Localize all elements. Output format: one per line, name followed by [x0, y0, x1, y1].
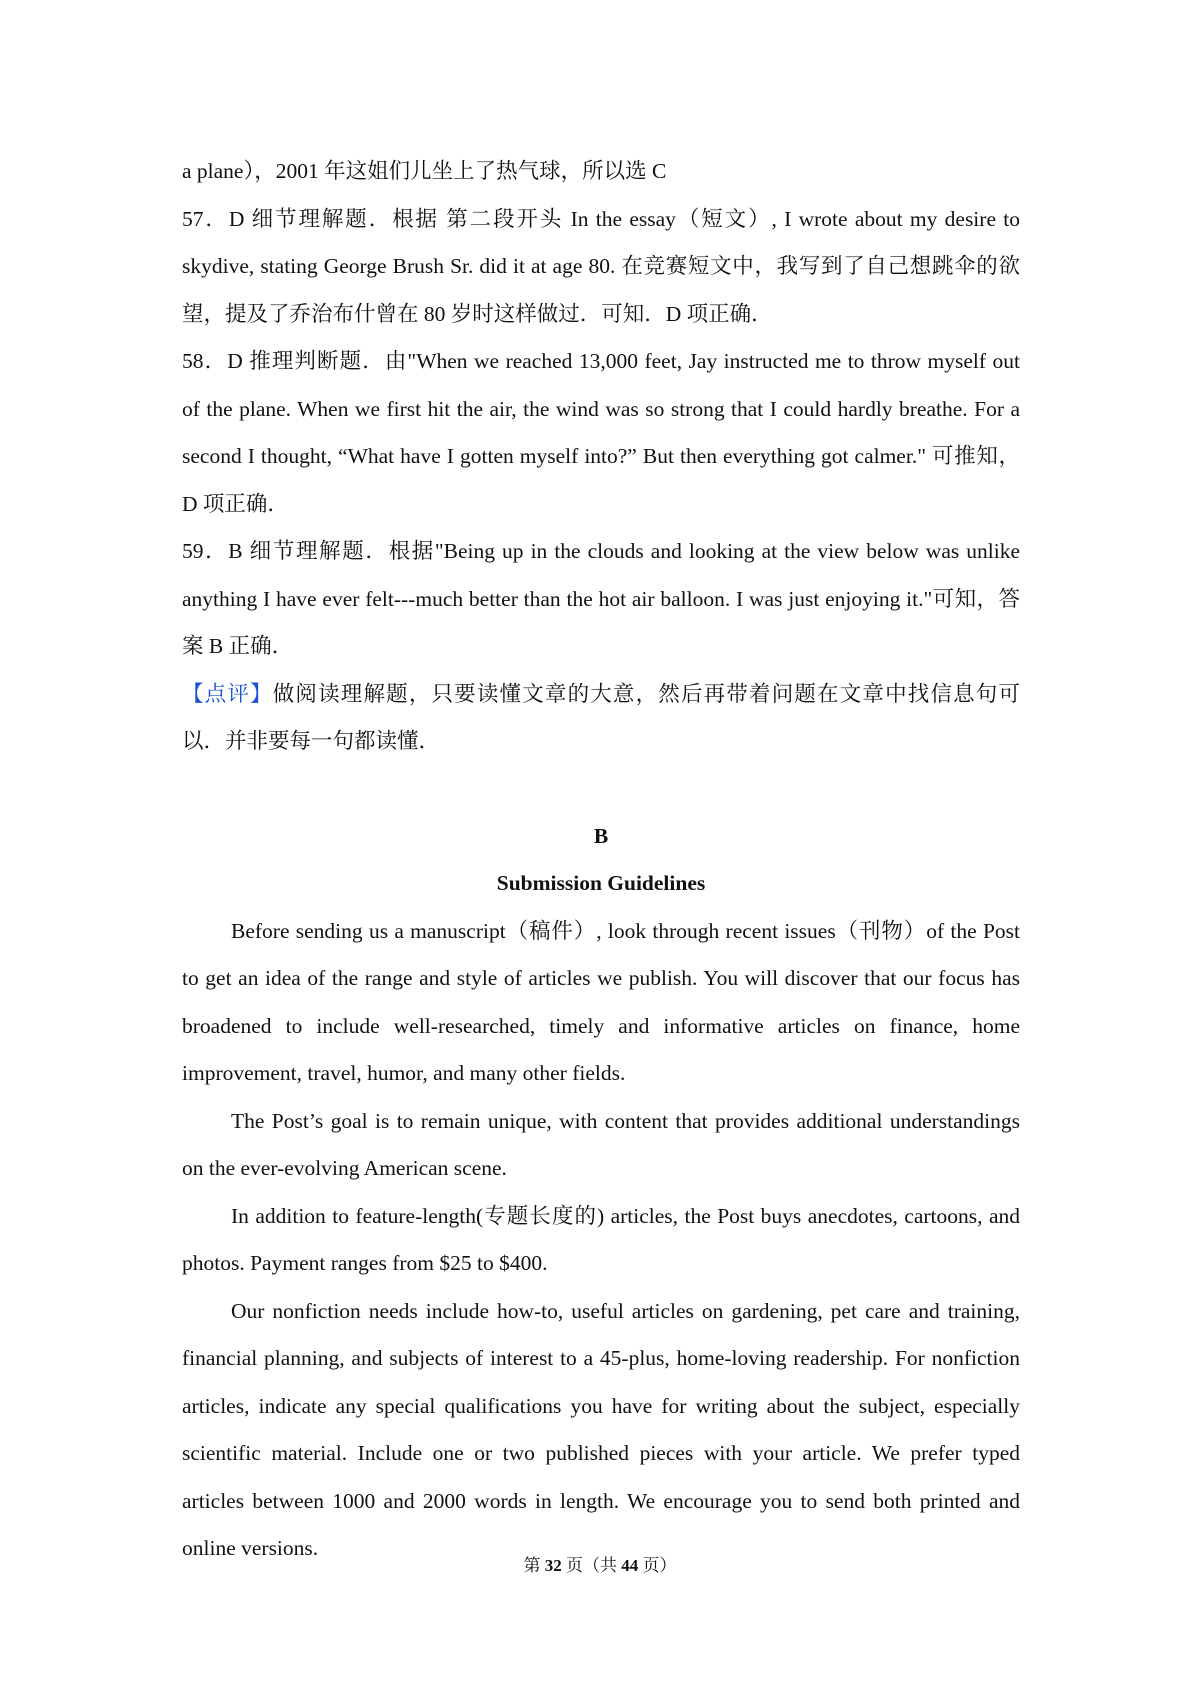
article-paragraph-1: Before sending us a manuscript（稿件）, look through recent issues（刊物）of the Post to get an idea of the range and style of articles we publish. You will discover that our focus has broadened to include well-researched, timely and informative articles on finance, home improvement, travel, humor, and many other fields.: [182, 918, 1020, 1085]
answer-line-continuation: a plane），2001 年这姐们儿坐上了热气球，所以选 C: [182, 159, 667, 183]
article-paragraph-2: The Post’s goal is to remain unique, with content that provides additional understandings on the ever-evolving American scene.: [182, 1108, 1020, 1180]
article-paragraph-3: In addition to feature-length(专题长度的) articles, the Post buys anecdotes, cartoons, and photos. Payment ranges from $25 to $400.: [182, 1203, 1020, 1275]
section-letter: B: [593, 823, 609, 848]
footer-page-number: 32: [544, 1556, 562, 1575]
section-title: Submission Guidelines: [496, 871, 706, 895]
article-paragraph-4: Our nonfiction needs include how-to, useful articles on gardening, pet care and training, financial planning, and subjects of interest to a 45-plus, home-loving readership. For nonfiction articles, indicate any special qualifications you have for writing about the subject, especially scientific material. Include one or two published pieces with your article. We prefer typed articles between 1000 and 2000 words in length. We encourage you to send both printed and online versions.: [182, 1298, 1020, 1560]
comment-text: 做阅读理解题，只要读懂文章的大意，然后再带着问题在文章中找信息句可以．并非要每一句都读懂．: [182, 681, 1020, 753]
footer-suffix: 页）: [642, 1556, 677, 1575]
footer-total-pages: 44: [621, 1556, 639, 1575]
document-page: [182, 148, 1020, 1573]
comment-tag: 【点评】: [182, 681, 273, 706]
answer-58: 58．D 推理判断题．由"When we reached 13,000 feet, Jay instructed me to throw myself out of the plane. When we first hit the air, the wind was so strong that I could hardly breathe. For a second I thought, “What have I gotten myself into?” But then everything got calmer." 可推知，D 项正确．: [182, 349, 1020, 516]
comment-paragraph: [182, 671, 1020, 766]
page-footer: [0, 1554, 1200, 1578]
section-spacer: [182, 766, 1020, 813]
answer-59: 59．B 细节理解题．根据"Being up in the clouds and looking at the view below was unlike anything I have ever felt---much better than the hot air balloon. I was just enjoying it."可知，答案 B 正确．: [182, 539, 1020, 658]
footer-middle: 页（共: [566, 1556, 617, 1575]
footer-prefix: 第: [523, 1556, 541, 1575]
answer-57: 57．D 细节理解题．根据 第二段开头 In the essay（短文）, I wrote about my desire to skydive, stating George Brush Sr. did it at age 80. 在竞赛短文中，我写到了自己想跳伞的欲望，提及了乔治布什曾在 80 岁时这样做过．可知．D 项正确．: [182, 206, 1020, 326]
